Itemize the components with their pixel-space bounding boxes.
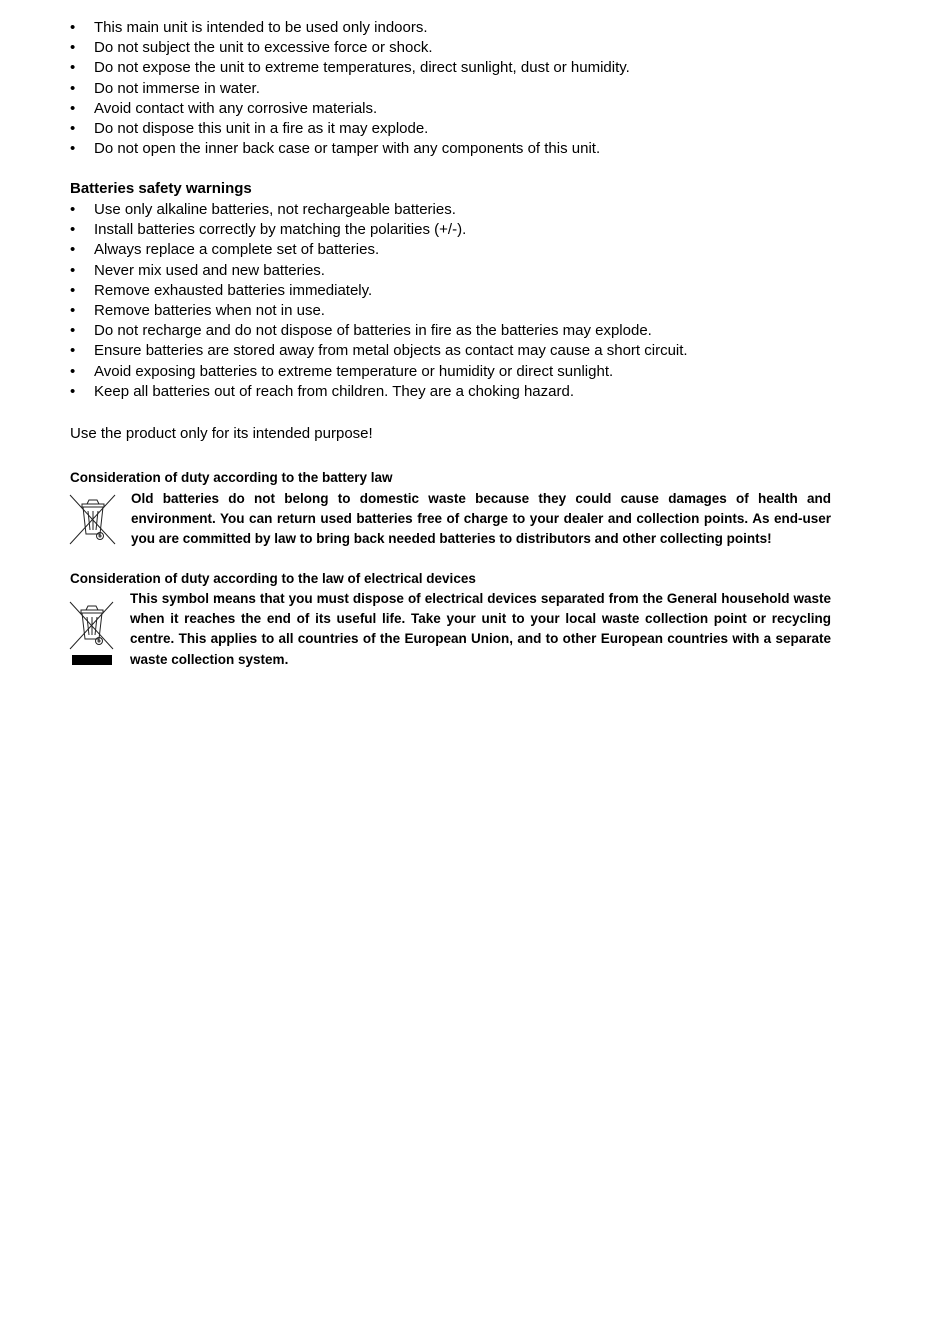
battery-law-heading: Consideration of duty according to the battery law (70, 470, 393, 485)
list-item: • Do not recharge and do not dispose of batteries in fire as the batteries may explode. (70, 321, 850, 341)
bullet: • (70, 362, 76, 380)
bullet: • (70, 99, 76, 117)
bullet: • (70, 342, 76, 360)
bullet: • (70, 241, 76, 259)
list-item: • Do not subject the unit to excessive force or shock. (70, 38, 850, 58)
bullet: • (70, 39, 76, 57)
list-item: • Remove batteries when not in use. (70, 301, 850, 321)
list-item: • Never mix used and new batteries. (70, 261, 850, 281)
bullet: • (70, 281, 76, 299)
battery-law-text: Old batteries do not belong to domestic waste because they could cause damages of health and environment. You can return used batteries free of charge to your dealer and collection points. As end-user you are committed by law to bring back needed batteries to distributors and other collecting points! (131, 491, 831, 547)
list-item: • Ensure batteries are stored away from metal objects as contact may cause a short circuit. (70, 341, 850, 361)
electrical-law-heading: Consideration of duty according to the law of electrical devices (70, 571, 476, 586)
list-item: • Do not dispose this unit in a fire as it may explode. (70, 119, 850, 139)
list-item: • Always replace a complete set of batteries. (70, 240, 850, 260)
intended-use-note: Use the product only for its intended purpose! (70, 425, 373, 442)
bullet: • (70, 301, 76, 319)
bullet: • (70, 59, 76, 77)
bullet: • (70, 221, 76, 239)
list-item: • Avoid exposing batteries to extreme temperature or humidity or direct sunlight. (70, 362, 850, 382)
bullet: • (70, 140, 76, 158)
bullet: • (70, 261, 76, 279)
list-item: • Remove exhausted batteries immediately. (70, 281, 850, 301)
list-item: • Keep all batteries out of reach from children. They are a choking hazard. (70, 382, 850, 402)
weee-crossed-bin-icon (69, 600, 115, 668)
general-warnings-list (70, 18, 850, 159)
list-item: • Do not immerse in water. (70, 79, 850, 99)
bullet: • (70, 201, 76, 218)
list-item: • This main unit is intended to be used only indoors. (70, 18, 850, 38)
bullet: • (70, 382, 76, 400)
crossed-out-wheelie-bin-icon (69, 494, 117, 546)
list-item: • Avoid contact with any corrosive materials. (70, 99, 850, 119)
bullet: • (70, 322, 76, 340)
battery-warnings-list (70, 200, 850, 402)
bullet: • (70, 79, 76, 97)
bullet: • (70, 119, 76, 137)
list-item: • Install batteries correctly by matching the polarities (+/-). (70, 220, 850, 240)
list-item: • Use only alkaline batteries, not rechargeable batteries. (70, 200, 850, 220)
bullet: • (70, 19, 76, 36)
list-item: • Do not open the inner back case or tamper with any components of this unit. (70, 139, 850, 159)
battery-warnings-heading: Batteries safety warnings (70, 180, 252, 197)
electrical-law-text: This symbol means that you must dispose of electrical devices separated from the General household waste when it reaches the end of its useful life. Take your unit to your local waste collection point or recycling centre. This applies to all countries of the European Union, and to other European countries with a separate waste collection system. (130, 591, 831, 667)
list-item: • Do not expose the unit to extreme temperatures, direct sunlight, dust or humidity. (70, 58, 850, 78)
